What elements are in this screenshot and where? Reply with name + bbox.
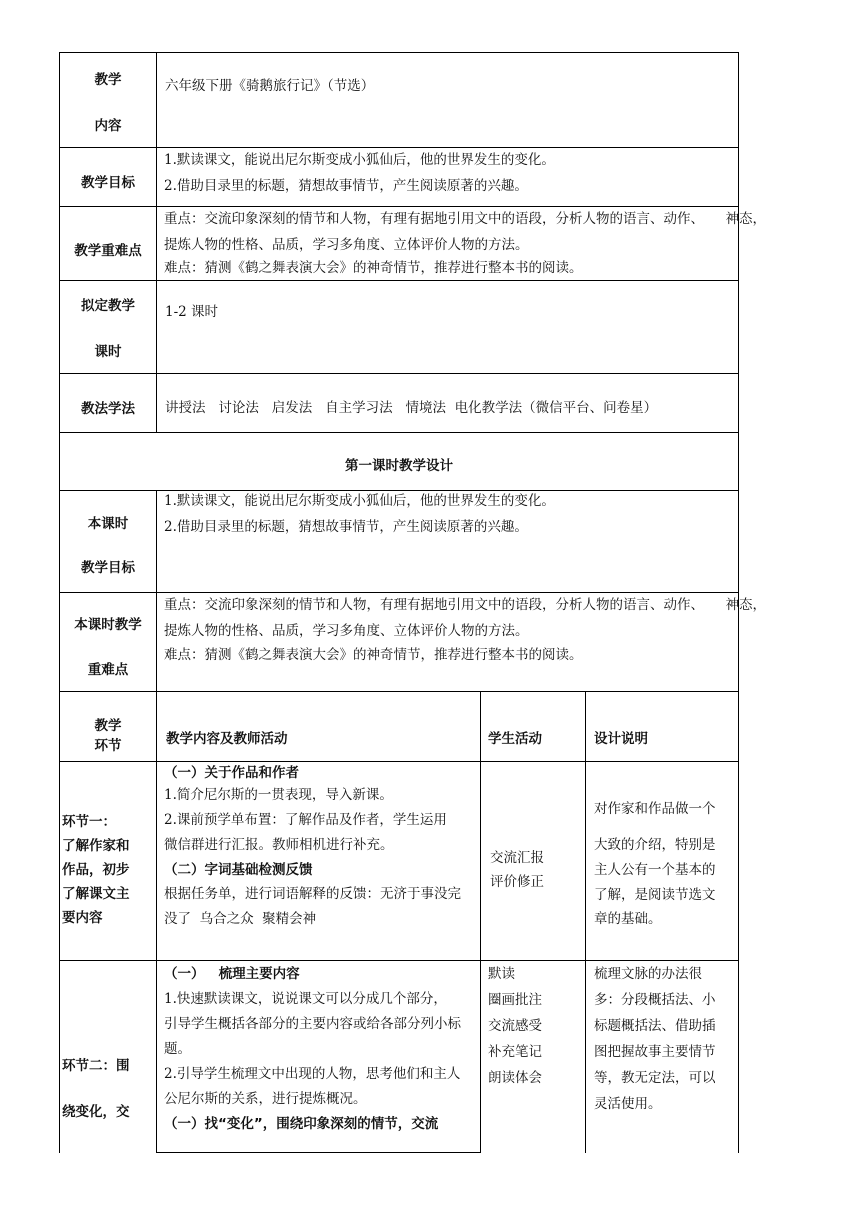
stage1-design: 对作家和作品做一个 [594, 801, 716, 817]
header-stage: 环节 [94, 738, 122, 754]
stage1-student: 评价修正 [490, 874, 544, 890]
stage2-item: 1.快速默读课文，说说课文可以分成几个部分， [164, 991, 447, 1007]
stage2-design: 多：分段概括法、小 [594, 992, 716, 1008]
stage1-label-line: 要内容 [62, 910, 103, 926]
stage2-design: 梳理文脉的办法很 [594, 966, 702, 982]
stage1-label-line: 作品，初步 [62, 862, 130, 878]
content-text: 六年级下册《骑鹅旅行记》（节选） [165, 78, 375, 94]
stage2-design: 等，教无定法，可以 [594, 1070, 716, 1086]
stage1-design: 章的基础。 [594, 911, 662, 927]
table-border [59, 280, 739, 281]
content-label: 内容 [94, 118, 122, 134]
lesson-key-label: 重难点 [87, 662, 129, 678]
stage2-item: 2.引导学生梳理文中出现的人物，思考他们和主人 [164, 1066, 461, 1082]
stage1-item: 根据任务单，进行词语解释的反馈：无济于事没完 [164, 886, 461, 902]
stage2-item: 公尼尔斯的关系，进行提炼概况。 [164, 1091, 367, 1107]
hours-label: 课时 [94, 344, 122, 360]
header-student: 学生活动 [488, 731, 542, 747]
stage1-design: 主人公有一个基本的 [594, 862, 716, 878]
stage2-heading: （一） 梳理主要内容 [164, 966, 300, 982]
stage1-design: 大致的介绍，特别是 [594, 837, 716, 853]
stage2-design: 灵活使用。 [594, 1096, 662, 1112]
keypoints-line: 难点：猜测《鹤之舞表演大会》的神奇情节，推荐进行整本书的阅读。 [164, 260, 583, 276]
stage2-design: 图把握故事主要情节 [594, 1044, 716, 1060]
lesson-key-line: 难点：猜测《鹤之舞表演大会》的神奇情节，推荐进行整本书的阅读。 [164, 647, 583, 663]
table-border [156, 490, 157, 1153]
table-border [156, 1152, 480, 1153]
stage1-label-line: 了解课文主 [62, 886, 130, 902]
stage1-student: 交流汇报 [490, 850, 544, 866]
stage2-heading: （一）找“变化”，围绕印象深刻的情节，交流 [164, 1116, 439, 1132]
lesson-goals-line: 2.借助目录里的标题，猜想故事情节，产生阅读原著的兴趣。 [164, 519, 528, 535]
goals-line: 1.默读课文，能说出尼尔斯变成小狐仙后，他的世界发生的变化。 [164, 152, 555, 168]
stage2-student: 圈画批注 [488, 992, 542, 1008]
table-border [59, 52, 739, 53]
stage2-label-line: 绕变化，交 [62, 1104, 130, 1120]
stage1-label-line: 环节一： [62, 814, 116, 830]
stage1-item: 微信群进行汇报。教师相机进行补充。 [164, 837, 394, 853]
lesson-key-line: 重点：交流印象深刻的情节和人物，有理有据地引用文中的语段，分析人物的语言、动作、 神态， [164, 597, 766, 613]
stage2-student: 朗读体会 [488, 1070, 542, 1086]
keypoints-line: 提炼人物的性格、品质，学习多角度、立体评价人物的方法。 [164, 237, 529, 253]
table-border [59, 373, 739, 374]
stage1-item: 没了 乌合之众 聚精会神 [164, 911, 317, 927]
stage2-item: 引导学生概括各部分的主要内容或给各部分列小标 [164, 1016, 461, 1032]
table-border [59, 691, 739, 692]
header-content: 教学内容及教师活动 [166, 731, 288, 747]
stage1-heading: （一）关于作品和作者 [164, 765, 299, 781]
stage2-design: 标题概括法、借助插 [594, 1018, 716, 1034]
lesson-goals-line: 1.默读课文，能说出尼尔斯变成小狐仙后，他的世界发生的变化。 [164, 493, 555, 509]
keypoints-label: 教学重难点 [74, 243, 142, 259]
stage1-item: 2.课前预学单布置：了解作品及作者，学生运用 [164, 812, 447, 828]
table-border [59, 960, 739, 961]
hours-label: 拟定教学 [81, 298, 135, 314]
table-border [59, 432, 739, 433]
stage1-label [62, 810, 152, 930]
lesson-goals-label: 教学目标 [81, 560, 135, 576]
stage1-item: 1.简介尼尔斯的一贯表现，导入新课。 [164, 787, 393, 803]
stage2-student: 默读 [488, 966, 515, 982]
stage2-student: 交流感受 [488, 1018, 542, 1034]
header-stage: 教学 [94, 718, 122, 734]
lesson-key-label: 本课时教学 [74, 617, 142, 633]
content-label: 教学 [94, 72, 122, 88]
lesson-key-line: 提炼人物的性格、品质，学习多角度、立体评价人物的方法。 [164, 623, 529, 639]
stage2-label [62, 1043, 156, 1135]
table-border [59, 52, 60, 1153]
table-border [156, 52, 157, 432]
hours-text: 1-2 课时 [165, 304, 219, 320]
stage1-label-line: 了解作家和 [62, 838, 130, 854]
stage1-design: 了解，是阅读节选文 [594, 887, 716, 903]
stage2-label-line: 环节二：围 [62, 1058, 130, 1074]
stage1-heading: （二）字词基础检测反馈 [164, 862, 313, 878]
section-title: 第一课时教学设计 [345, 458, 453, 474]
methods-text: 讲授法 讨论法 启发法 自主学习法 情境法 电化教学法（微信平台、问卷星） [165, 400, 658, 416]
goals-line: 2.借助目录里的标题，猜想故事情节，产生阅读原著的兴趣。 [164, 178, 528, 194]
methods-label: 教法学法 [81, 401, 135, 417]
goals-label: 教学目标 [81, 175, 135, 191]
lesson-goals-label: 本课时 [87, 516, 129, 532]
header-design: 设计说明 [594, 731, 648, 747]
stage2-item: 题。 [164, 1041, 191, 1057]
table-border [59, 761, 739, 762]
keypoints-line: 重点：交流印象深刻的情节和人物，有理有据地引用文中的语段，分析人物的语言、动作、 神态， [164, 211, 766, 227]
stage2-student: 补充笔记 [488, 1044, 542, 1060]
